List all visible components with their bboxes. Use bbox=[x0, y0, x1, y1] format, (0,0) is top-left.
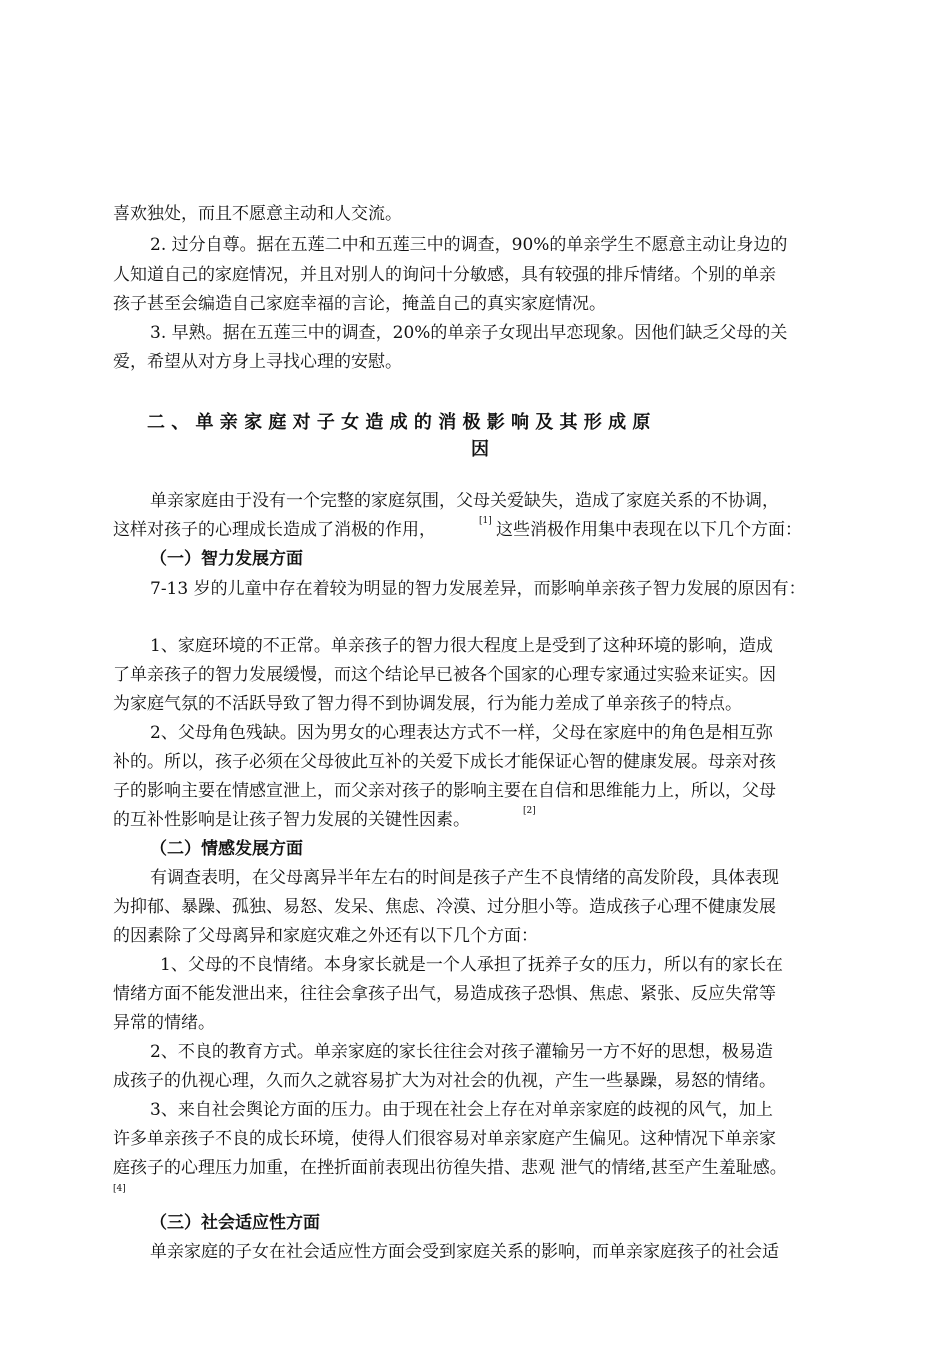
body-line: 成孩子的仇视心理，久而久之就容易扩大为对社会的仇视，产生一些暴躁，易怒的情绪。 bbox=[113, 1071, 776, 1091]
body-line: 庭孩子的心理压力加重，在挫折面前表现出彷徨失措、悲观 泄气的情绪,甚至产生羞耻感。 bbox=[113, 1158, 787, 1178]
body-line: 2. 过分自尊。据在五莲二中和五莲三中的调查，90%的单亲学生不愿意主动让身边的 bbox=[150, 235, 788, 255]
body-line: 这些消极作用集中表现在以下几个方面： bbox=[496, 520, 802, 540]
body-line: 孩子甚至会编造自己家庭幸福的言论，掩盖自己的真实家庭情况。 bbox=[113, 294, 606, 314]
body-line: 爱，希望从对方身上寻找心理的安慰。 bbox=[113, 352, 402, 372]
body-line: 为家庭气氛的不活跃导致了智力得不到协调发展，行为能力差成了单亲孩子的特点。 bbox=[113, 694, 742, 714]
body-line: 了单亲孩子的智力发展缓慢，而这个结论早已被各个国家的心理专家通过实验来证实。因 bbox=[113, 665, 776, 685]
body-line: 3、来自社会舆论方面的压力。由于现在社会上存在对单亲家庭的歧视的风气，加上 bbox=[150, 1100, 773, 1120]
reference-marker: [4] bbox=[113, 1184, 126, 1194]
body-line: 为抑郁、暴躁、孤独、易怒、发呆、焦虑、冷漠、过分胆小等。造成孩子心理不健康发展 bbox=[113, 897, 776, 917]
body-line: 1、家庭环境的不正常。单亲孩子的智力很大程度上是受到了这种环境的影响，造成 bbox=[150, 636, 773, 656]
body-line: 的因素除了父母离异和家庭灾难之外还有以下几个方面： bbox=[113, 926, 538, 946]
body-line: 2、父母角色残缺。因为男女的心理表达方式不一样，父母在家庭中的角色是相互弥 bbox=[150, 723, 773, 743]
body-line: 7-13 岁的儿童中存在着较为明显的智力发展差异，而影响单亲孩子智力发展的原因有： bbox=[150, 579, 806, 599]
body-line: 喜欢独处，而且不愿意主动和人交流。 bbox=[113, 204, 402, 224]
reference-marker: [1] bbox=[479, 516, 492, 526]
section-title: 二 、 单 亲 家 庭 对 子 女 造 成 的 消 极 影 响 及 其 形 成 原 bbox=[147, 412, 651, 433]
body-line: 这样对孩子的心理成长造成了消极的作用， bbox=[113, 520, 436, 540]
body-line: 异常的情绪。 bbox=[113, 1013, 215, 1033]
body-line: 单亲家庭的子女在社会适应性方面会受到家庭关系的影响，而单亲家庭孩子的社会适 bbox=[150, 1242, 779, 1262]
section-title-continued: 因 bbox=[471, 439, 489, 460]
body-line: 1、父母的不良情绪。本身家长就是一个人承担了抚养子女的压力，所以有的家长在 bbox=[160, 955, 783, 975]
body-line: 的互补性影响是让孩子智力发展的关键性因素。 bbox=[113, 810, 470, 830]
body-line: 情绪方面不能发泄出来，往往会拿孩子出气，易造成孩子恐惧、焦虑、紧张、反应失常等 bbox=[113, 984, 776, 1004]
body-line: 3. 早熟。据在五莲三中的调查，20%的单亲子女现出早恋现象。因他们缺乏父母的关 bbox=[150, 323, 788, 343]
body-line: 有调查表明，在父母离异半年左右的时间是孩子产生不良情绪的高发阶段，具体表现 bbox=[150, 868, 779, 888]
subsection-heading: （二）情感发展方面 bbox=[150, 839, 303, 859]
body-line: 2、不良的教育方式。单亲家庭的家长往往会对孩子灌输另一方不好的思想，极易造 bbox=[150, 1042, 773, 1062]
body-line: 补的。所以，孩子必须在父母彼此互补的关爱下成长才能保证心智的健康发展。母亲对孩 bbox=[113, 752, 776, 772]
subsection-heading: （一）智力发展方面 bbox=[150, 549, 303, 569]
body-line: 单亲家庭由于没有一个完整的家庭氛围，父母关爱缺失，造成了家庭关系的不协调， bbox=[150, 491, 779, 511]
body-line: 子的影响主要在情感宣泄上，而父亲对孩子的影响主要在自信和思维能力上，所以，父母 bbox=[113, 781, 776, 801]
body-line: 许多单亲孩子不良的成长环境，使得人们很容易对单亲家庭产生偏见。这种情况下单亲家 bbox=[113, 1129, 776, 1149]
body-line: 人知道自己的家庭情况，并且对别人的询问十分敏感，具有较强的排斥情绪。个别的单亲 bbox=[113, 265, 776, 285]
reference-marker: [2] bbox=[523, 806, 536, 816]
subsection-heading: （三）社会适应性方面 bbox=[150, 1213, 320, 1233]
